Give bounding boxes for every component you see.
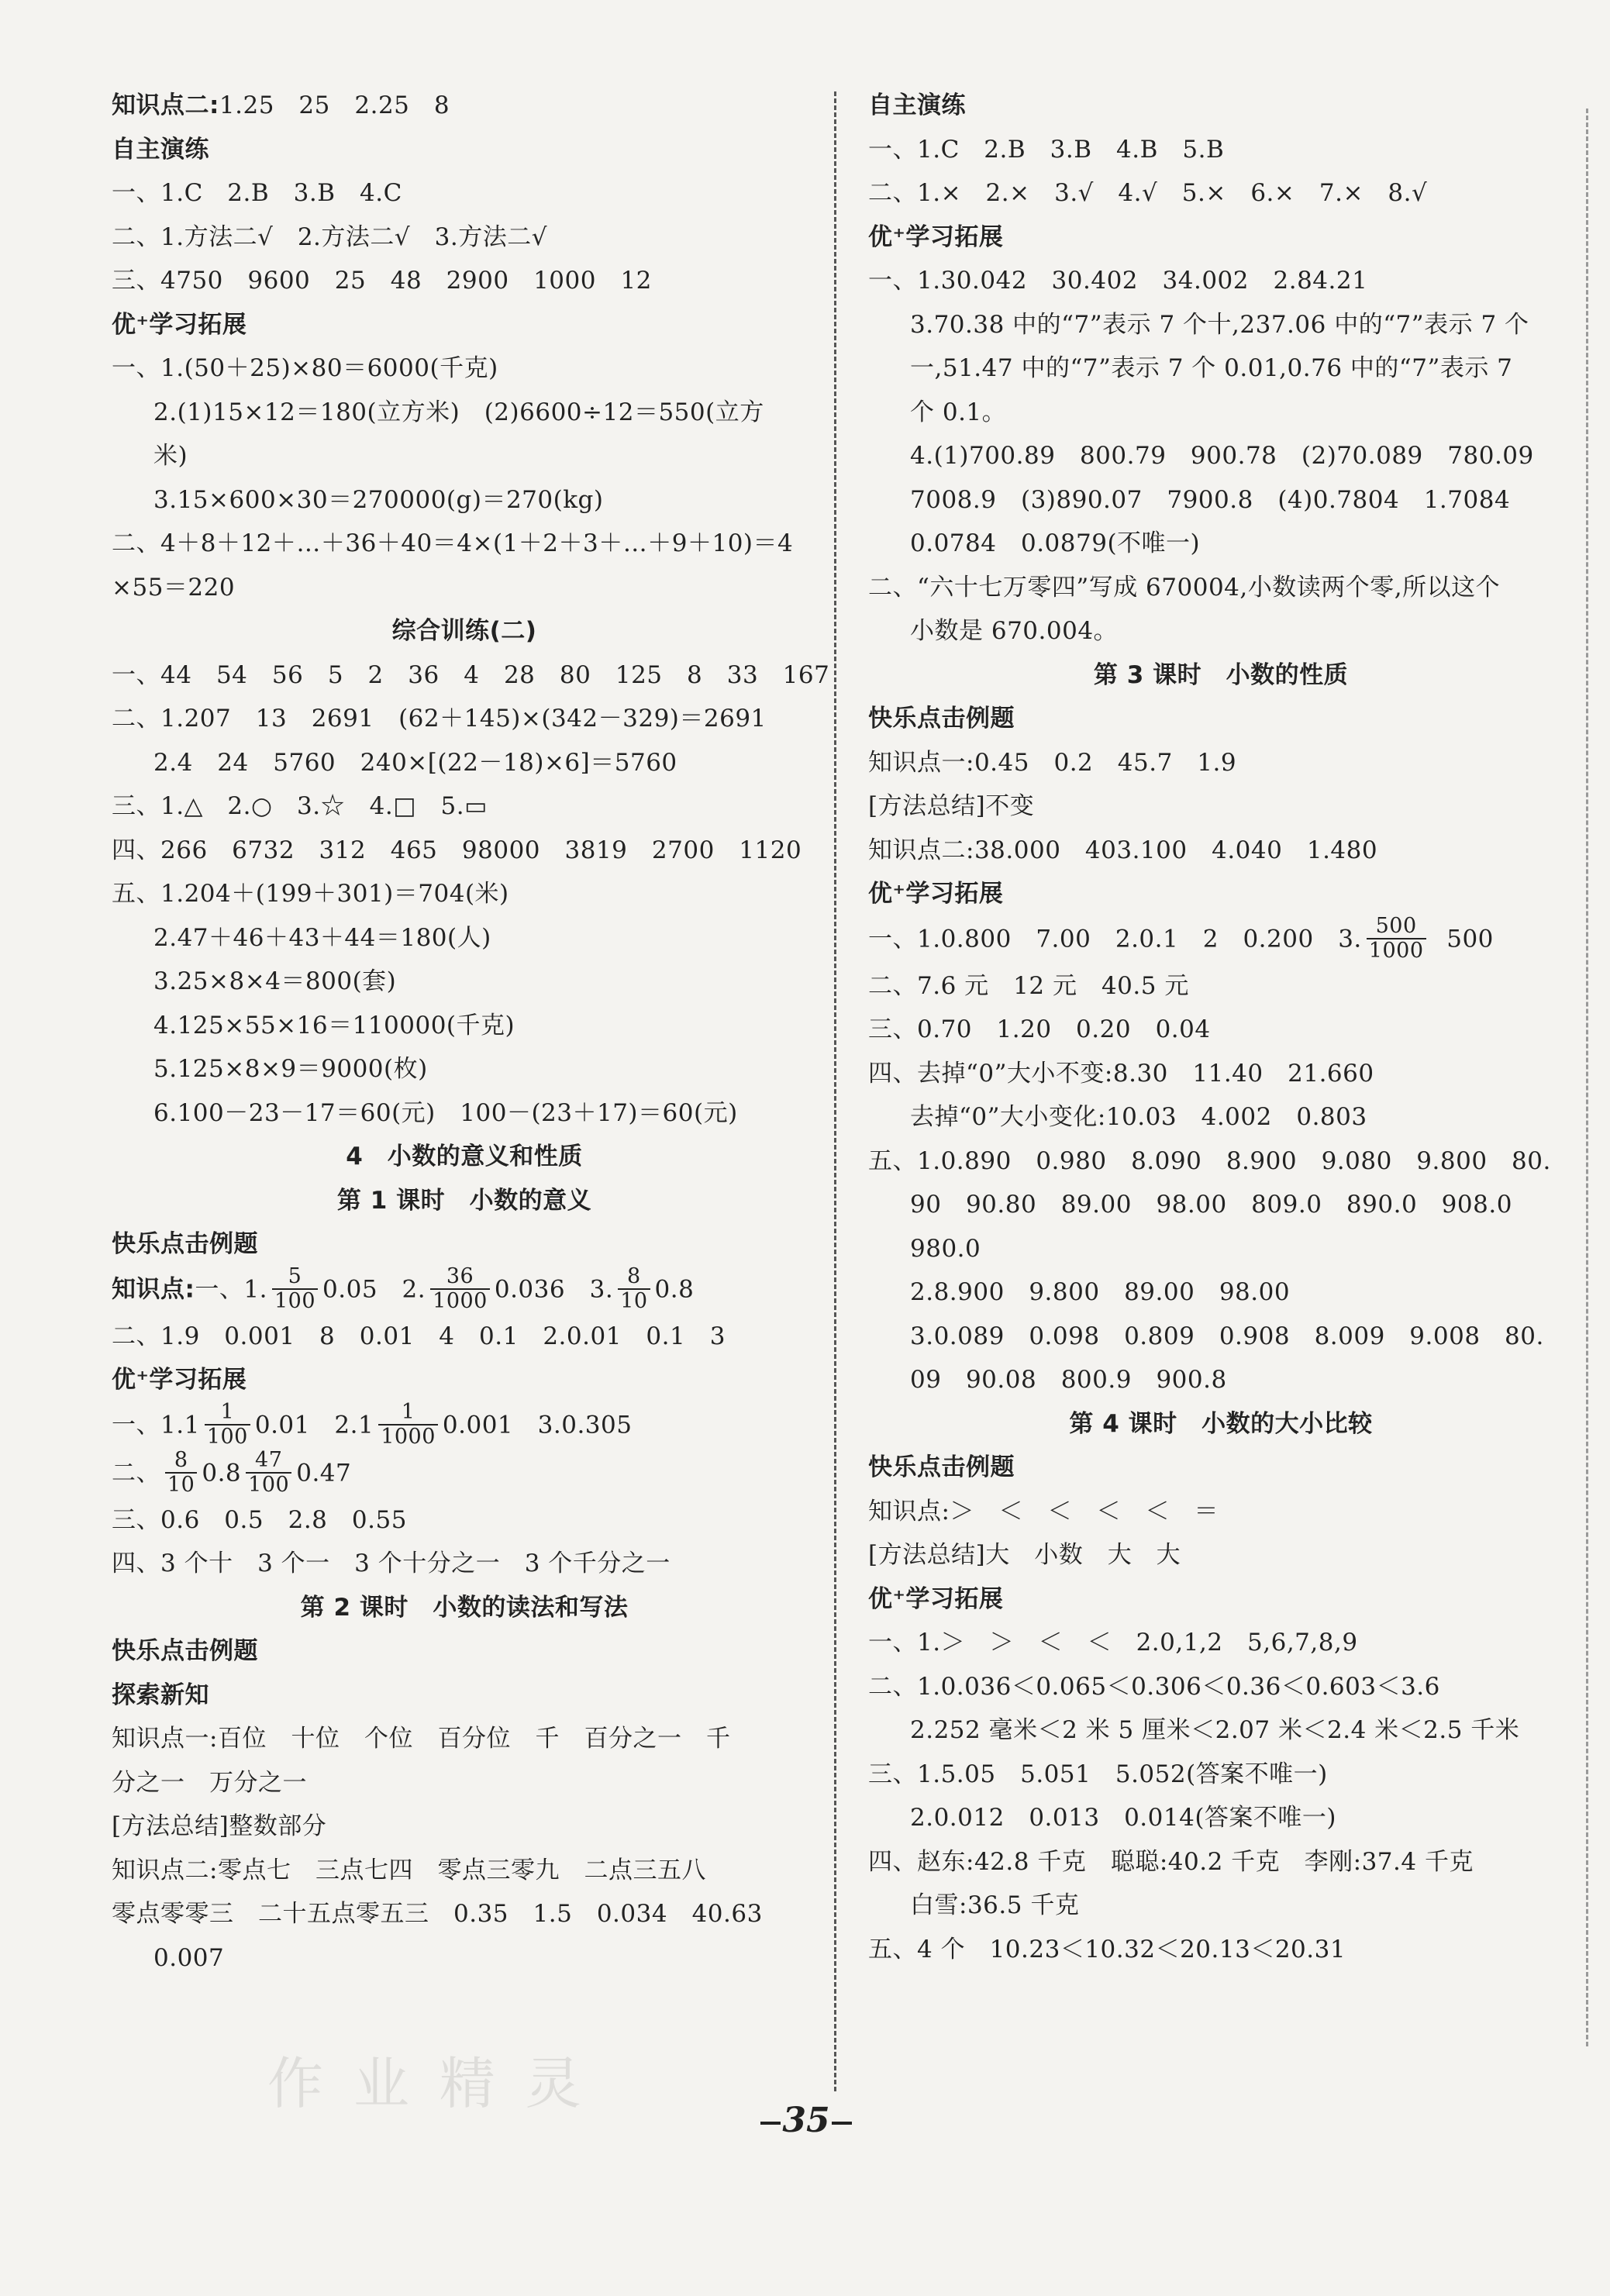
text-line: 知识点二:零点七 三点七四 零点三零九 二点三五八 (112, 1856, 706, 1884)
text-line: 2.47＋46＋43＋44＝180(人) (153, 923, 491, 952)
text-line: 3.25×8×4＝800(套) (153, 967, 397, 995)
right-column (868, 84, 1574, 1971)
fraction: $\frac{1}{100}$ (205, 1401, 250, 1449)
text-line: 二、1.0.036＜0.065＜0.306＜0.36＜0.603＜3.6 (868, 1672, 1440, 1701)
section-heading: 探索新知 (112, 1681, 209, 1709)
text-line: 三、1.△ 2.○ 3.☆ 4.□ 5.▭ (112, 792, 488, 820)
text-line: 二、1.207 13 2691 (62＋145)×(342－329)＝2691 (112, 705, 767, 733)
text-line: 二、 $\frac{8}{10}$ 0.8 $\frac{47}{100}$ 0.47 (112, 1447, 352, 1497)
text-line: 三、0.6 0.5 2.8 0.55 (112, 1505, 407, 1534)
text-line: 一、1.＞ ＞ ＜ ＜ 2.0,1,2 5,6,7,8,9 (868, 1629, 1358, 1656)
text-line: 90 90.80 89.00 98.00 809.0 890.0 908.0 (910, 1191, 1512, 1219)
text-line: [方法总结]大 小数 大 大 (868, 1541, 1181, 1569)
text-line: 知识点:一、1. $\frac{5}{100}$ 0.05 2. $\frac{36}{1000}$ 0.036 3. $\frac{8}{10}$ 0.8 (112, 1263, 695, 1313)
text-line: 一、44 54 56 5 2 36 4 28 80 125 8 33 167 (112, 660, 830, 689)
text-line: 四、去掉“0”大小不变:8.30 11.40 21.660 (868, 1059, 1374, 1088)
text-line: [方法总结]整数部分 (112, 1812, 327, 1840)
text-line: 0.0784 0.0879(不唯一) (910, 529, 1201, 557)
text-line: [方法总结]不变 (868, 792, 1035, 820)
section-heading: 自主演练 (112, 135, 209, 164)
text-line: 0.007 (153, 1943, 225, 1972)
text-line: 五、1.0.890 0.980 8.090 8.900 9.080 9.800 80. (868, 1146, 1551, 1175)
text-line: 三、0.70 1.20 0.20 0.04 (868, 1015, 1211, 1043)
text-line: 一、1.1 $\frac{1}{100}$ 0.01 2.1 $\frac{1}{1000}$ 0.001 3.0.305 (112, 1399, 633, 1449)
text-line: 个 0.1。 (910, 398, 1007, 426)
text-line: 二、1.× 2.× 3.√ 4.√ 5.× 6.× 7.× 8.√ (868, 179, 1428, 207)
text-line: 零点零零三 二十五点零五三 0.35 1.5 0.034 40.63 (112, 1900, 763, 1928)
section-heading: 快乐点击例题 (868, 705, 1015, 733)
fraction: $\frac{5}{100}$ (272, 1265, 318, 1313)
text-line: 2.4 24 5760 240×[(22－18)×6]＝5760 (153, 748, 677, 777)
text-line: 三、1.5.05 5.051 5.052(答案不唯一) (868, 1760, 1328, 1788)
text-line: 二、1.方法二√ 2.方法二√ 3.方法二√ (112, 222, 547, 251)
fraction: $\frac{8}{10}$ (618, 1265, 650, 1313)
text-line: 09 90.08 800.9 900.8 (910, 1366, 1227, 1394)
text-line: 6.100－23－17＝60(元) 100－(23＋17)＝60(元) (153, 1098, 738, 1127)
section-heading: 优⁺学习拓展 (868, 880, 1004, 908)
text-line: 4.(1)700.89 800.79 900.78 (2)70.089 780.09 (910, 442, 1534, 470)
text-line: 白雪:36.5 千克 (910, 1891, 1080, 1919)
text-line: 一、1.C 2.B 3.B 4.C (112, 179, 402, 207)
text-line: 980.0 (910, 1234, 981, 1263)
text-line: 一、1.0.800 7.00 2.0.1 2 0.200 3. $\frac{500}{1000}$ 500 (868, 913, 1494, 963)
text-line: 二、7.6 元 12 元 40.5 元 (868, 971, 1189, 1000)
lesson-title: 第 4 课时 小数的大小比较 (1069, 1409, 1373, 1438)
text-line: 四、3 个十 3 个一 3 个十分之一 3 个千分之一 (112, 1550, 671, 1577)
text-line: 二、4＋8＋12＋…＋36＋40＝4×(1＋2＋3＋…＋9＋10)＝4 (112, 529, 794, 557)
text-line: 知识点一:0.45 0.2 45.7 1.9 (868, 748, 1237, 777)
lesson-title: 第 3 课时 小数的性质 (1093, 660, 1349, 689)
text-line: 知识点一:百位 十位 个位 百分位 千 百分之一 千 (112, 1725, 731, 1753)
fraction: $\frac{36}{1000}$ (430, 1265, 490, 1313)
text-line: 2.252 毫米＜2 米 5 厘米＜2.07 米＜2.4 米＜2.5 千米 (910, 1716, 1520, 1744)
margin-divider (1586, 109, 1588, 2046)
section-heading: 快乐点击例题 (868, 1453, 1015, 1481)
text-line: 2.(1)15×12＝180(立方米) (2)6600÷12＝550(立方 (153, 398, 764, 426)
section-heading: 自主演练 (868, 91, 966, 119)
text-line: 二、1.9 0.001 8 0.01 4 0.1 2.0.01 0.1 3 (112, 1322, 726, 1350)
text-line: 一、1.30.042 30.402 34.002 2.84.21 (868, 267, 1368, 295)
fraction: $\frac{1}{1000}$ (378, 1401, 438, 1449)
text-line: 2.0.012 0.013 0.014(答案不唯一) (910, 1804, 1337, 1832)
text-line: 五、1.204＋(199＋301)＝704(米) (112, 880, 509, 908)
section-heading: 优⁺学习拓展 (112, 1366, 247, 1394)
fraction: $\frac{500}{1000}$ (1367, 915, 1426, 963)
text-line: 5.125×8×9＝9000(枚) (153, 1055, 428, 1083)
lesson-title: 第 1 课时 小数的意义 (336, 1186, 592, 1215)
text-line: 二、“六十七万零四”写成 670004,小数读两个零,所以这个 (868, 573, 1501, 602)
text-line: 知识点二:1.25 25 2.25 8 (112, 91, 450, 119)
text-line: 四、266 6732 312 465 98000 3819 2700 1120 (112, 836, 802, 864)
text-line: 四、赵东:42.8 千克 聪聪:40.2 千克 李刚:37.4 千克 (868, 1847, 1474, 1876)
column-divider (834, 91, 836, 2091)
text-line: 三、4750 9600 25 48 2900 1000 12 (112, 267, 652, 295)
page-number: 35 (752, 2101, 860, 2140)
text-line: 分之一 万分之一 (112, 1768, 307, 1797)
fraction: $\frac{8}{10}$ (165, 1449, 197, 1497)
text-line: 一、1.C 2.B 3.B 4.B 5.B (868, 135, 1225, 164)
text-line: 去掉“0”大小变化:10.03 4.002 0.803 (910, 1103, 1367, 1131)
text-line: 一、1.(50＋25)×80＝6000(千克) (112, 354, 498, 382)
left-column (112, 84, 830, 1980)
text-line: 五、4 个 10.23＜10.32＜20.13＜20.31 (868, 1935, 1346, 1963)
text-line: 3.0.089 0.098 0.809 0.908 8.009 9.008 80. (910, 1322, 1544, 1350)
text-line: 3.70.38 中的“7”表示 7 个十,237.06 中的“7”表示 7 个 (910, 310, 1529, 339)
watermark: 作 业 精 灵 (267, 2051, 588, 2116)
section-heading: 优⁺学习拓展 (868, 222, 1004, 251)
section-heading: 优⁺学习拓展 (112, 310, 247, 339)
chapter-title: 4 小数的意义和性质 (346, 1143, 583, 1170)
fraction: $\frac{47}{100}$ (246, 1449, 291, 1497)
text-line: ×55＝220 (112, 573, 236, 602)
lesson-title: 第 2 课时 小数的读法和写法 (300, 1593, 629, 1622)
text-line: 4.125×55×16＝110000(千克) (153, 1011, 515, 1039)
section-heading: 快乐点击例题 (112, 1637, 258, 1665)
text-line: 知识点:＞ ＜ ＜ ＜ ＜ ＝ (868, 1497, 1219, 1525)
section-heading: 快乐点击例题 (112, 1230, 258, 1258)
text-line: 米) (153, 442, 188, 470)
text-line: 小数是 670.004。 (910, 617, 1119, 645)
text-line: 7008.9 (3)890.07 7900.8 (4)0.7804 1.7084 (910, 485, 1511, 514)
text-line: 一,51.47 中的“7”表示 7 个 0.01,0.76 中的“7”表示 7 (910, 354, 1513, 382)
text-line: 2.8.900 9.800 89.00 98.00 (910, 1278, 1291, 1306)
chapter-title: 综合训练(二) (391, 617, 537, 645)
section-heading: 优⁺学习拓展 (868, 1584, 1004, 1613)
text-line: 3.15×600×30＝270000(g)＝270(kg) (153, 485, 604, 514)
text-line: 知识点二:38.000 403.100 4.040 1.480 (868, 836, 1378, 864)
